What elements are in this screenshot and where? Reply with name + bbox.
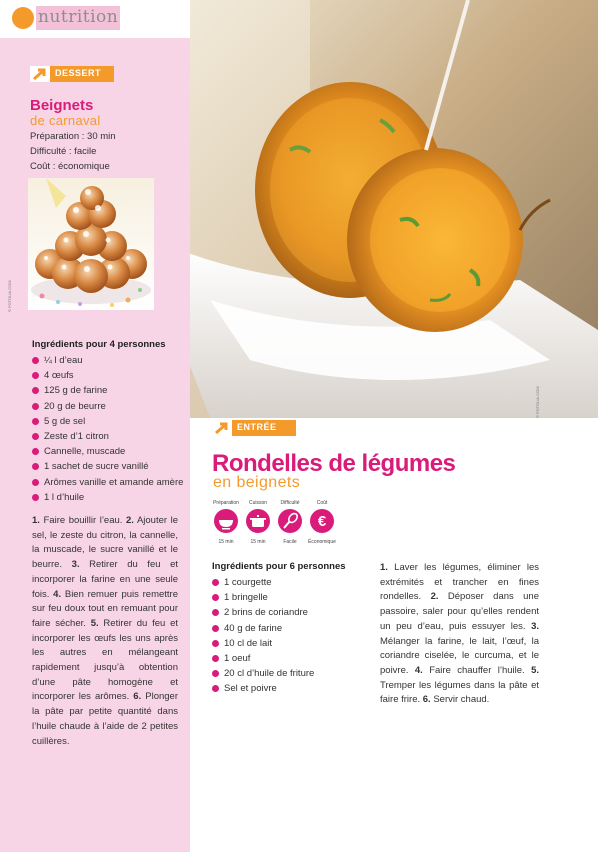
step-text: Servir chaud. [430, 694, 490, 706]
info-difficulte [273, 500, 307, 545]
list-item: 40 g de farine [212, 621, 314, 636]
step-text: Faire bouillir l’eau. [39, 515, 126, 526]
list-item: 5 g de sel [32, 414, 183, 429]
list-item: ¼ l d’eau [32, 353, 183, 368]
step-number: 6. [422, 694, 431, 706]
dessert-ingredients-title: Ingrédients pour 4 personnes [32, 339, 166, 350]
dessert-photo-credit: © FOTOLIA.COM [7, 280, 12, 312]
entree-method [380, 561, 539, 708]
list-item: Sel et poivre [212, 681, 314, 696]
arrow-icon [212, 420, 232, 436]
info-preparation [209, 500, 243, 545]
step-text: Mélanger la farine, le lait, l’œuf, la coriandre ciselée, le curcuma, et le poivre. [380, 635, 539, 676]
list-item: Arômes vanille et amande amère [32, 475, 183, 490]
list-item: 20 g de beurre [32, 399, 183, 414]
entree-ingredients-title: Ingrédients pour 6 personnes [212, 561, 346, 572]
dessert-ingredients-list [32, 353, 183, 505]
info-label: Coût [316, 500, 328, 506]
step-number: 4. [414, 664, 423, 676]
dessert-title: Beignets [30, 97, 94, 114]
info-value: 15 min [218, 539, 234, 545]
list-item: 1 sachet de sucre vanillé [32, 459, 183, 474]
list-item: 1 bringelle [212, 590, 314, 605]
list-item: 2 brins de coriandre [212, 605, 314, 620]
dessert-tag [30, 66, 114, 82]
entree-title: Rondelles de légumes [212, 450, 456, 477]
beignets-photo [28, 178, 154, 310]
list-item: 4 œufs [32, 368, 183, 383]
list-item: 20 cl d’huile de friture [212, 666, 314, 681]
svg-text:€: € [317, 513, 327, 530]
entree-tag-label: ENTRÉE [237, 422, 277, 432]
whisk-icon [278, 509, 302, 533]
section-title: nutrition [38, 7, 119, 27]
list-item: 1 oeuf [212, 651, 314, 666]
entree-subtitle: en beignets [213, 474, 301, 491]
section-dot-icon [12, 7, 34, 29]
list-item: Cannelle, muscade [32, 444, 183, 459]
dessert-method [32, 514, 178, 749]
dessert-subtitle: de carnaval [30, 113, 101, 128]
step-text: Faire chauffer l’huile. [422, 664, 532, 676]
list-item: 1 courgette [212, 575, 314, 590]
step-number: 3. [71, 559, 80, 571]
entree-tag [212, 420, 296, 436]
arrow-icon [30, 66, 50, 82]
step-text: Retirer du feu et incorporer les œufs les uns après les autres en mélangeant rapidement jusqu’à obtention d’une pâte homogène et incorporer les arômes. [32, 617, 179, 703]
step-number: 3. [531, 620, 539, 632]
step-text: Tremper les légumes dans la pâte et faire frire. [380, 679, 539, 706]
bowl-icon [214, 509, 238, 533]
step-number: 2. [430, 591, 439, 603]
info-cout [305, 500, 339, 545]
info-label: Cuisson [248, 500, 268, 506]
step-text: Laver les légumes, éliminer les extrémités et trancher en fines rondelles. [380, 562, 539, 603]
info-label: Difficulté [280, 500, 300, 506]
list-item: 1 l d’huile [32, 490, 183, 505]
step-number: 1. [32, 515, 40, 526]
step-text: Bien remuer puis remettre sur feu doux tout en remuant pour faire sécher. [32, 588, 178, 629]
dessert-cost: Coût : économique [30, 161, 110, 172]
list-item: 10 cl de lait [212, 636, 314, 651]
dessert-prep-time: Préparation : 30 min [30, 131, 116, 142]
list-item: 125 g de farine [32, 383, 183, 398]
list-item: Zeste d’1 citron [32, 429, 183, 444]
euro-icon [310, 509, 334, 533]
info-value: Économique [308, 539, 336, 545]
info-cuisson [241, 500, 275, 545]
vegetable-fritters-photo [190, 0, 598, 418]
step-number: 1. [380, 562, 388, 573]
step-text: Ajouter le sel, le zeste du citron, la cannelle, la muscade, le sucre vanillé et le beurre. [32, 515, 179, 571]
info-value: 15 min [250, 539, 266, 545]
entree-photo-credit: © FOTOLIA.COM [535, 386, 540, 418]
step-number: 5. [90, 617, 99, 629]
step-text: Déposer dans une passoire, saler pour qu’elles rendent un peu d’eau, puis essuyer les. [380, 591, 539, 632]
step-number: 5. [531, 664, 539, 676]
step-text: Plonger la pâte par petite quantité dans l’huile chaude à l’aide de 2 petites cuillères. [32, 691, 178, 747]
info-value: Facile [283, 539, 297, 545]
step-number: 2. [125, 515, 134, 526]
dessert-difficulty: Difficulté : facile [30, 146, 97, 157]
step-text: Retirer du feu et incorporer la farine en une seule fois. [32, 559, 178, 600]
step-number: 4. [53, 588, 62, 600]
entree-ingredients-list [212, 575, 314, 697]
info-label: Préparation [213, 500, 239, 506]
dessert-tag-label: DESSERT [55, 68, 102, 78]
step-number: 6. [133, 691, 142, 703]
pot-icon [246, 509, 270, 533]
